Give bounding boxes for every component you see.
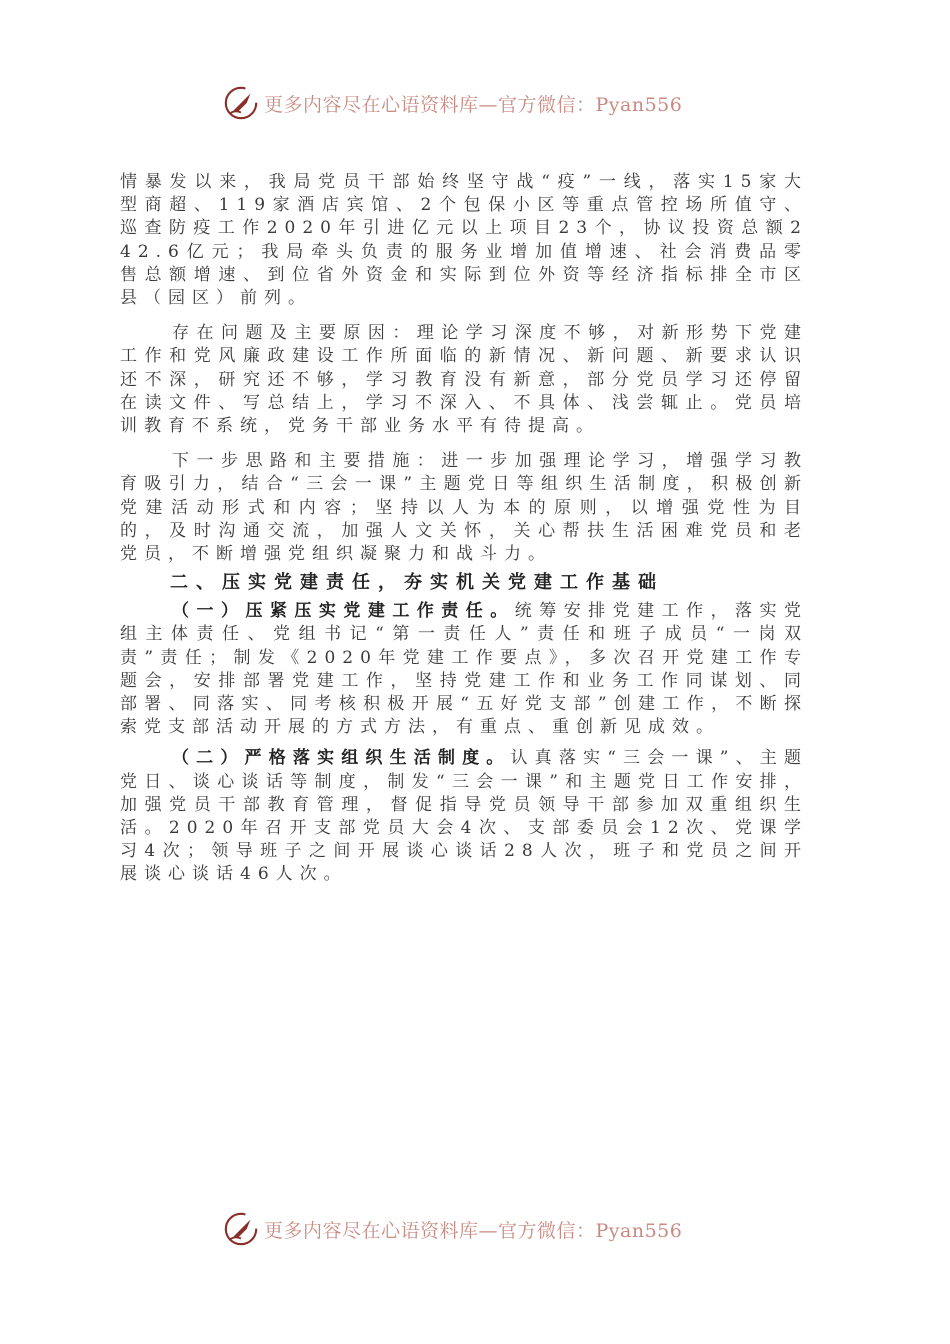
paragraph-next-steps: 下一步思路和主要措施：进一步加强理论学习，增强学习教育吸引力，结合“三会一课”主题党日等组织生活制度，积极创新党建活动形式和内容；坚持以人为本的原则，以增强党性为目的，及时沟通交流，加强人文关怀，关心帮扶生活困难党员和老党员，不断增强党组织凝聚力和战斗力。 — [120, 451, 808, 565]
subheading-2: （二）严格落实组织生活制度。 — [172, 748, 511, 769]
section-heading-2: 二、压实党建责任，夯实机关党建工作基础 — [170, 572, 664, 594]
quill-logo-icon — [222, 84, 260, 122]
paragraph-epidemic: 情暴发以来，我局党员干部始终坚守战“疫”一线，落实15家大型商超、119家酒店宾馆、2个包保小区等重点管控场所值守、巡查防疫工作2020年引进亿元以上项目23个，协议投资总额242.6亿元；我局牵头负责的服务业增加值增速、社会消费品零售总额增速、到位省外资金和实际到位外资等经济指标排全市区县（园区）前列。 — [120, 172, 808, 309]
paragraph-organization-text: 认真落实“三会一课”、主题党日、谈心谈话等制度，制发“三会一课”和主题党日工作安排，加强党员干部教育管理，督促指导党员领导干部参加双重组织生活。2020年召开支部党员大会4次、支部委员会12次、党课学习4次；领导班子之间开展谈心谈话28人次，班子和党员之间开展谈心谈话46人次。 — [120, 748, 808, 885]
paragraph-responsibility — [120, 600, 808, 739]
document-body — [120, 171, 808, 887]
paragraph-organization — [120, 747, 808, 886]
subheading-1: （一）压紧压实党建工作责任。 — [172, 601, 515, 622]
banner-text: 更多内容尽在心语资料库—官方微信：Pyan556 — [264, 93, 683, 116]
banner-text: 更多内容尽在心语资料库—官方微信：Pyan556 — [264, 1219, 683, 1242]
footer-banner — [222, 1210, 682, 1248]
quill-logo-icon — [222, 1210, 260, 1248]
paragraph-problems: 存在问题及主要原因：理论学习深度不够，对新形势下党建工作和党风廉政建设工作所面临的新情况、新问题、新要求认识还不深，研究还不够，学习教育没有新意，部分党员学习还停留在读文件、写总结上，学习不深入、不具体、浅尝辄止。党员培训教育不系统，党务干部业务水平有待提高。 — [120, 323, 808, 437]
paragraph-responsibility-text: 统筹安排党建工作，落实党组主体责任、党组书记“第一责任人”责任和班子成员“一岗双责”责任；制发《2020年党建工作要点》，多次召开党建工作专题会，安排部署党建工作，坚持党建工作和业务工作同谋划、同部署、同落实、同考核积极开展“五好党支部”创建工作，不断探索党支部活动开展的方式方法，有重点、重创新见成效。 — [120, 601, 809, 738]
header-banner — [222, 84, 682, 122]
